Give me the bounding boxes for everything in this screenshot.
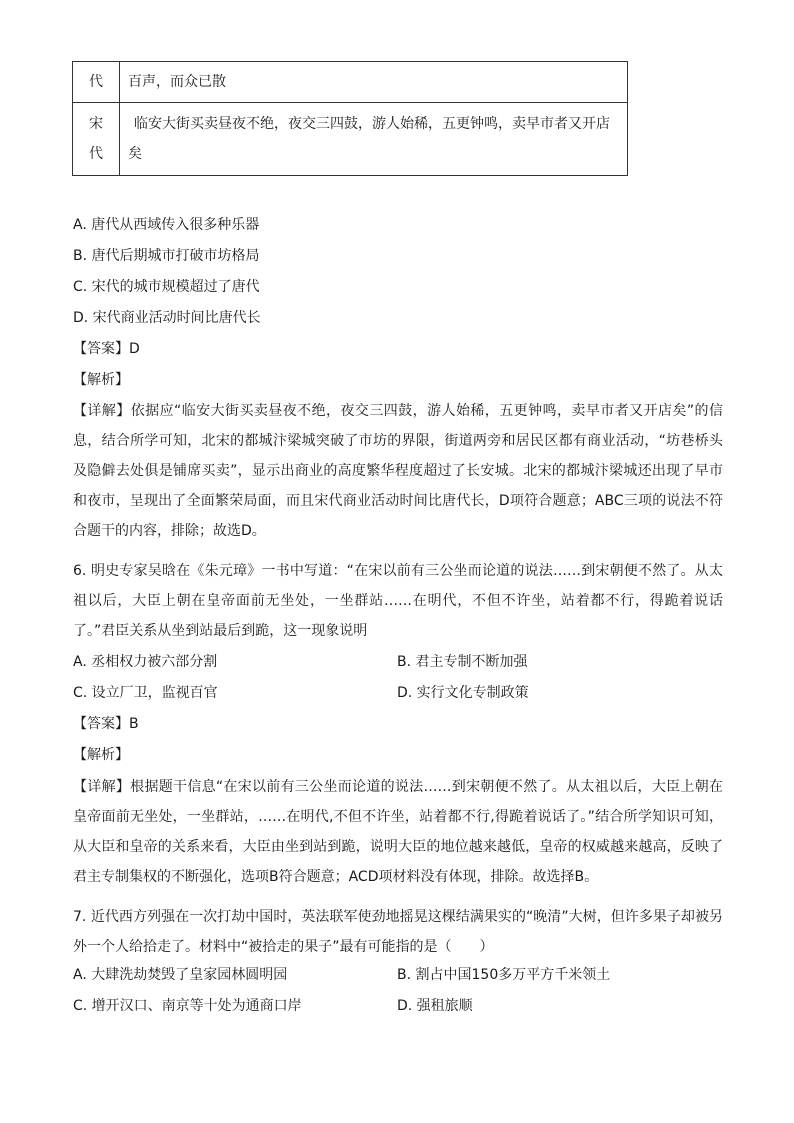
analysis-label: 【解析】: [73, 747, 129, 763]
option-a: A. 唐代从西域传入很多种乐器: [73, 217, 260, 233]
era-label: 宋: [89, 116, 103, 132]
option-b: B. 唐代后期城市打破市坊格局: [73, 248, 260, 264]
table-row: [73, 103, 628, 176]
table-row: [73, 62, 628, 103]
answer-label: 【答案】D: [73, 341, 140, 357]
era-label: 代: [89, 146, 103, 162]
answer-label: 【答案】B: [73, 716, 139, 732]
analysis-label: 【解析】: [73, 372, 129, 388]
option-b: B. 割占中国150多万平方千米领土: [397, 967, 611, 983]
question-stem: 6. 明史专家吴晗在《朱元璋》一书中写道：“在宋以前有三公坐而论道的说法……到宋朝便不然了。从太祖以后，大臣上朝在皇帝面前无坐处，一坐群站……在明代，不但不许坐，站着都不行，得跪着说话了。”君臣关系从坐到站最后到跪，这一现象说明: [73, 563, 723, 639]
source-table: [72, 61, 628, 176]
text-cell: [120, 103, 628, 176]
option-d: D. 宋代商业活动时间比唐代长: [73, 310, 261, 326]
option-c: C. 宋代的城市规模超过了唐代: [73, 279, 260, 295]
detail-paragraph: 【详解】依据应“临安大街买卖昼夜不绝，夜交三四鼓，游人始稀，五更钟鸣，卖早市者又开店矣”的信息，结合所学可知，北宋的都城汴梁城突破了市坊的界限，街道两旁和居民区都有商业活动，“坊巷桥头及隐僻去处俱是铺席买卖”，显示出商业的高度繁华程度超过了长安城。北宋的都城汴梁城还出现了早市和夜市，呈现出了全面繁荣局面，而且宋代商业活动时间比唐代长，D项符合题意；ABC三项的说法不符合题干的内容，排除；故选D。: [73, 403, 723, 539]
option-d: D. 实行文化专制政策: [397, 685, 529, 701]
era-cell: [73, 62, 120, 103]
option-c: C. 增开汉口、南京等十处为通商口岸: [73, 998, 302, 1014]
era-label: 代: [89, 74, 103, 90]
text-value: 临安大街买卖昼夜不绝，夜交三四鼓，游人始稀，五更钟鸣，卖早市者又开店: [134, 116, 610, 132]
question-stem: 7. 近代西方列强在一次打劫中国时，英法联军使劲地摇晃这棵结满果实的“晚清”大树，但许多果子却被另外一个人给拾走了。材料中“被拾走的果子”最有可能指的是（ ）: [73, 909, 723, 955]
option-a: A. 丞相权力被六部分割: [73, 654, 218, 670]
option-c: C. 设立厂卫，监视百官: [73, 685, 218, 701]
era-cell: [73, 103, 120, 176]
detail-paragraph: 【详解】根据题干信息“在宋以前有三公坐而论道的说法……到宋朝便不然了。从太祖以后，大臣上朝在皇帝面前无坐处，一坐群站，……在明代,不但不许坐，站着都不行,得跪着说话了。”结合所学知识可知，从大臣和皇帝的关系来看，大臣由坐到站到跪，说明大臣的地位越来越低，皇帝的权威越来越高，反映了君主专制集权的不断强化，选项B符合题意；ACD项材料没有体现，排除。故选择B。: [73, 779, 723, 885]
text-value: 百声，而众已散: [128, 74, 226, 90]
option-b: B. 君主专制不断加强: [397, 654, 528, 670]
text-cell: [120, 62, 628, 103]
text-value: 矣: [128, 146, 142, 162]
option-d: D. 强租旅顺: [397, 998, 473, 1014]
option-a: A. 大肆洗劫焚毁了皇家园林圆明园: [73, 967, 288, 983]
